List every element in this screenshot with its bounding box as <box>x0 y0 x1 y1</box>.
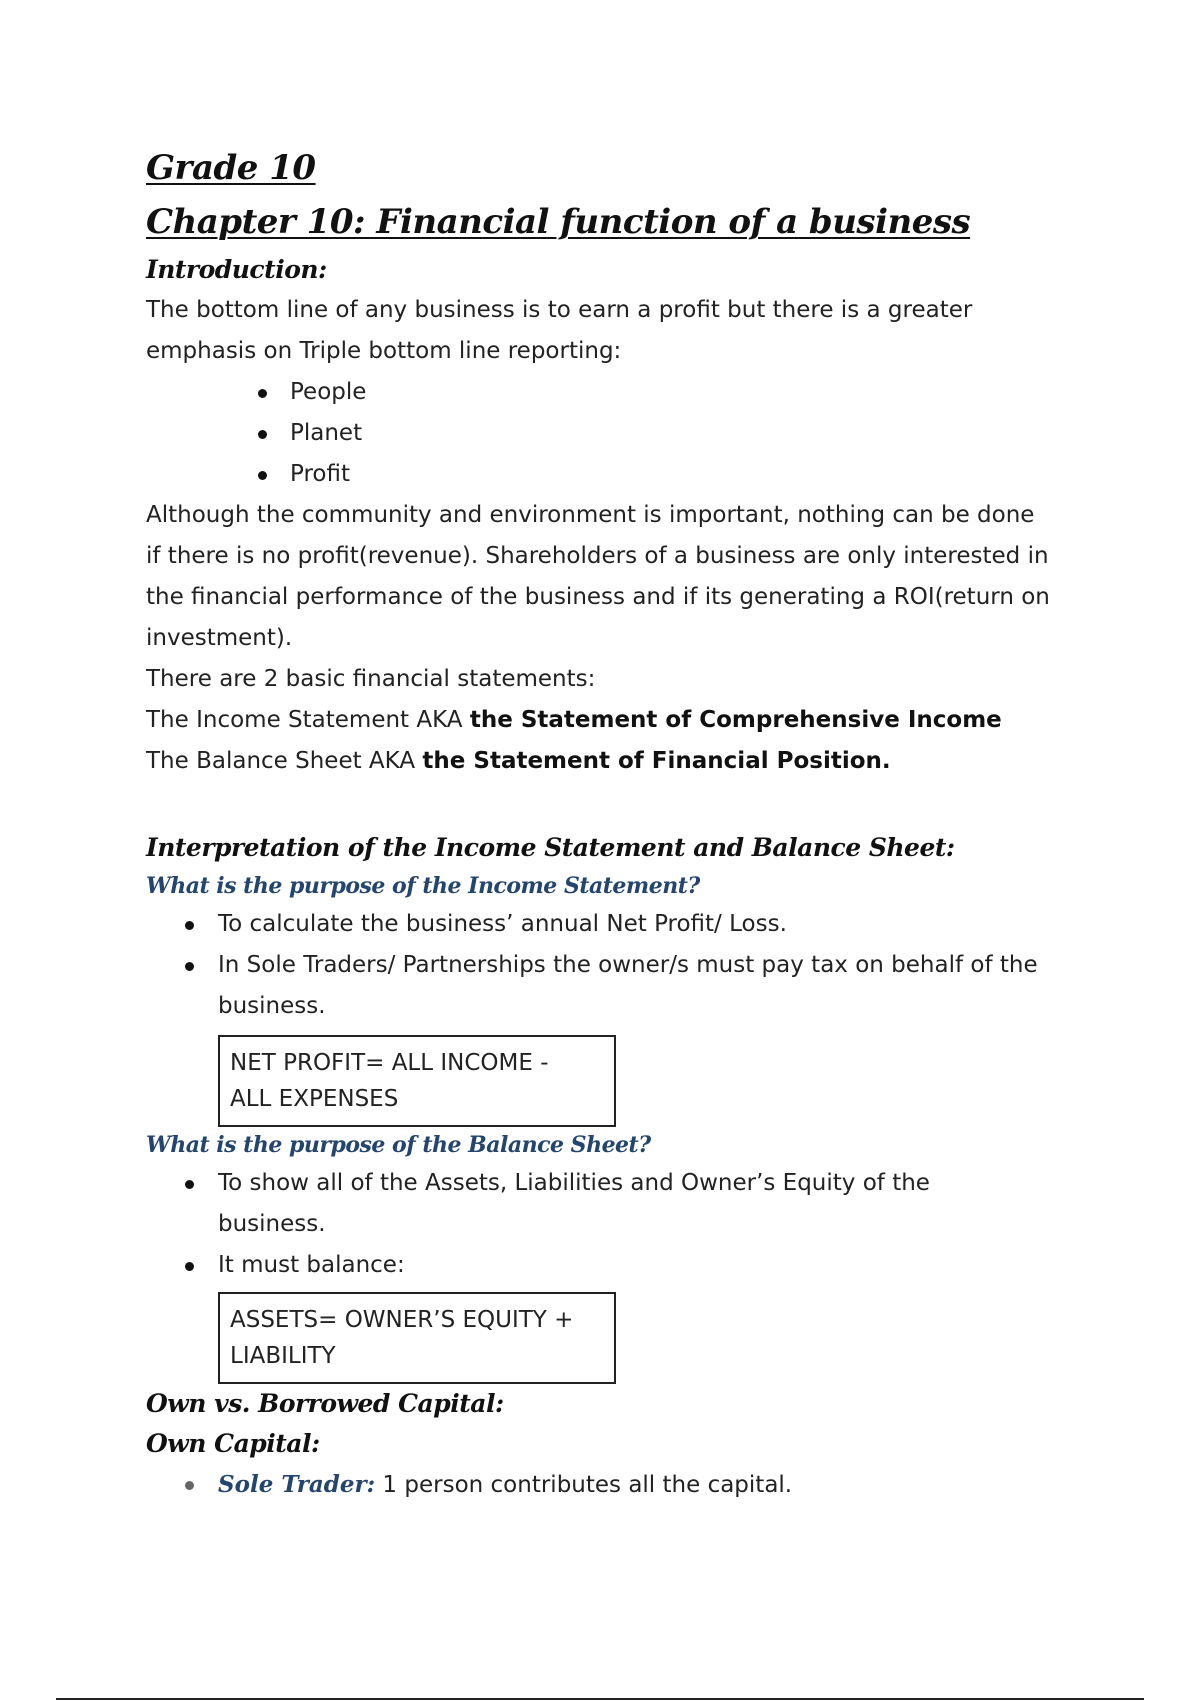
list-item: Profit <box>146 454 1066 495</box>
own-capital-heading: Own Capital: <box>146 1429 320 1458</box>
list-item <box>146 1464 1066 1506</box>
interpretation-heading: Interpretation of the Income Statement and Balance Sheet: <box>146 833 955 862</box>
intro-paragraph-2: Although the community and environment is important, nothing can be done if there is no profit(revenue). Shareholders of a business are only interested in the financial performance of the business and if its generating a ROI(return on investment). <box>146 502 1050 651</box>
balance-sheet-alt-name: the Statement of Financial Position. <box>422 748 891 774</box>
sole-trader-label: Sole Trader: <box>218 1471 376 1498</box>
balance-purpose-list <box>146 1163 986 1286</box>
accounting-equation-box <box>218 1292 616 1384</box>
income-statement-aka <box>146 700 1066 741</box>
formula-line: ASSETS= OWNER’S EQUITY + <box>230 1307 574 1333</box>
introduction-heading: Introduction: <box>146 255 327 284</box>
balance-sheet-prefix: The Balance Sheet AKA <box>146 748 423 774</box>
triple-bottom-line-list <box>146 372 1066 495</box>
list-item: In Sole Traders/ Partnerships the owner/s must pay tax on behalf of the business. <box>146 945 1066 1027</box>
formula-line: LIABILITY <box>230 1343 336 1369</box>
balance-sheet-aka <box>146 741 1066 782</box>
list-item: To calculate the business’ annual Net Profit/ Loss. <box>146 904 1066 945</box>
document-page <box>146 142 1066 1506</box>
formula-line: ALL EXPENSES <box>230 1086 399 1112</box>
own-capital-list <box>146 1464 1066 1506</box>
balance-purpose-heading: What is the purpose of the Balance Sheet? <box>146 1132 651 1158</box>
income-statement-prefix: The Income Statement AKA <box>146 707 470 733</box>
list-item: Planet <box>146 413 1066 454</box>
formula-line: NET PROFIT= ALL INCOME - <box>230 1050 549 1076</box>
net-profit-formula-box <box>218 1035 616 1127</box>
list-item: It must balance: <box>146 1245 986 1286</box>
grade-title: Grade 10 <box>146 148 316 188</box>
section-gap <box>146 782 1066 828</box>
intro-paragraph-1: The bottom line of any business is to earn a profit but there is a greater emphasis on Triple bottom line reporting: <box>146 297 973 364</box>
income-purpose-heading: What is the purpose of the Income Statement? <box>146 873 700 899</box>
list-item: To show all of the Assets, Liabilities and Owner’s Equity of the business. <box>146 1163 986 1245</box>
sole-trader-text: 1 person contributes all the capital. <box>375 1472 793 1498</box>
list-item: People <box>146 372 1066 413</box>
income-purpose-list <box>146 904 1066 1027</box>
income-statement-alt-name: the Statement of Comprehensive Income <box>469 707 1002 733</box>
own-vs-borrowed-heading: Own vs. Borrowed Capital: <box>146 1389 504 1418</box>
intro-paragraph-3: There are 2 basic financial statements: <box>146 666 596 692</box>
chapter-title: Chapter 10: Financial function of a business <box>146 202 971 242</box>
